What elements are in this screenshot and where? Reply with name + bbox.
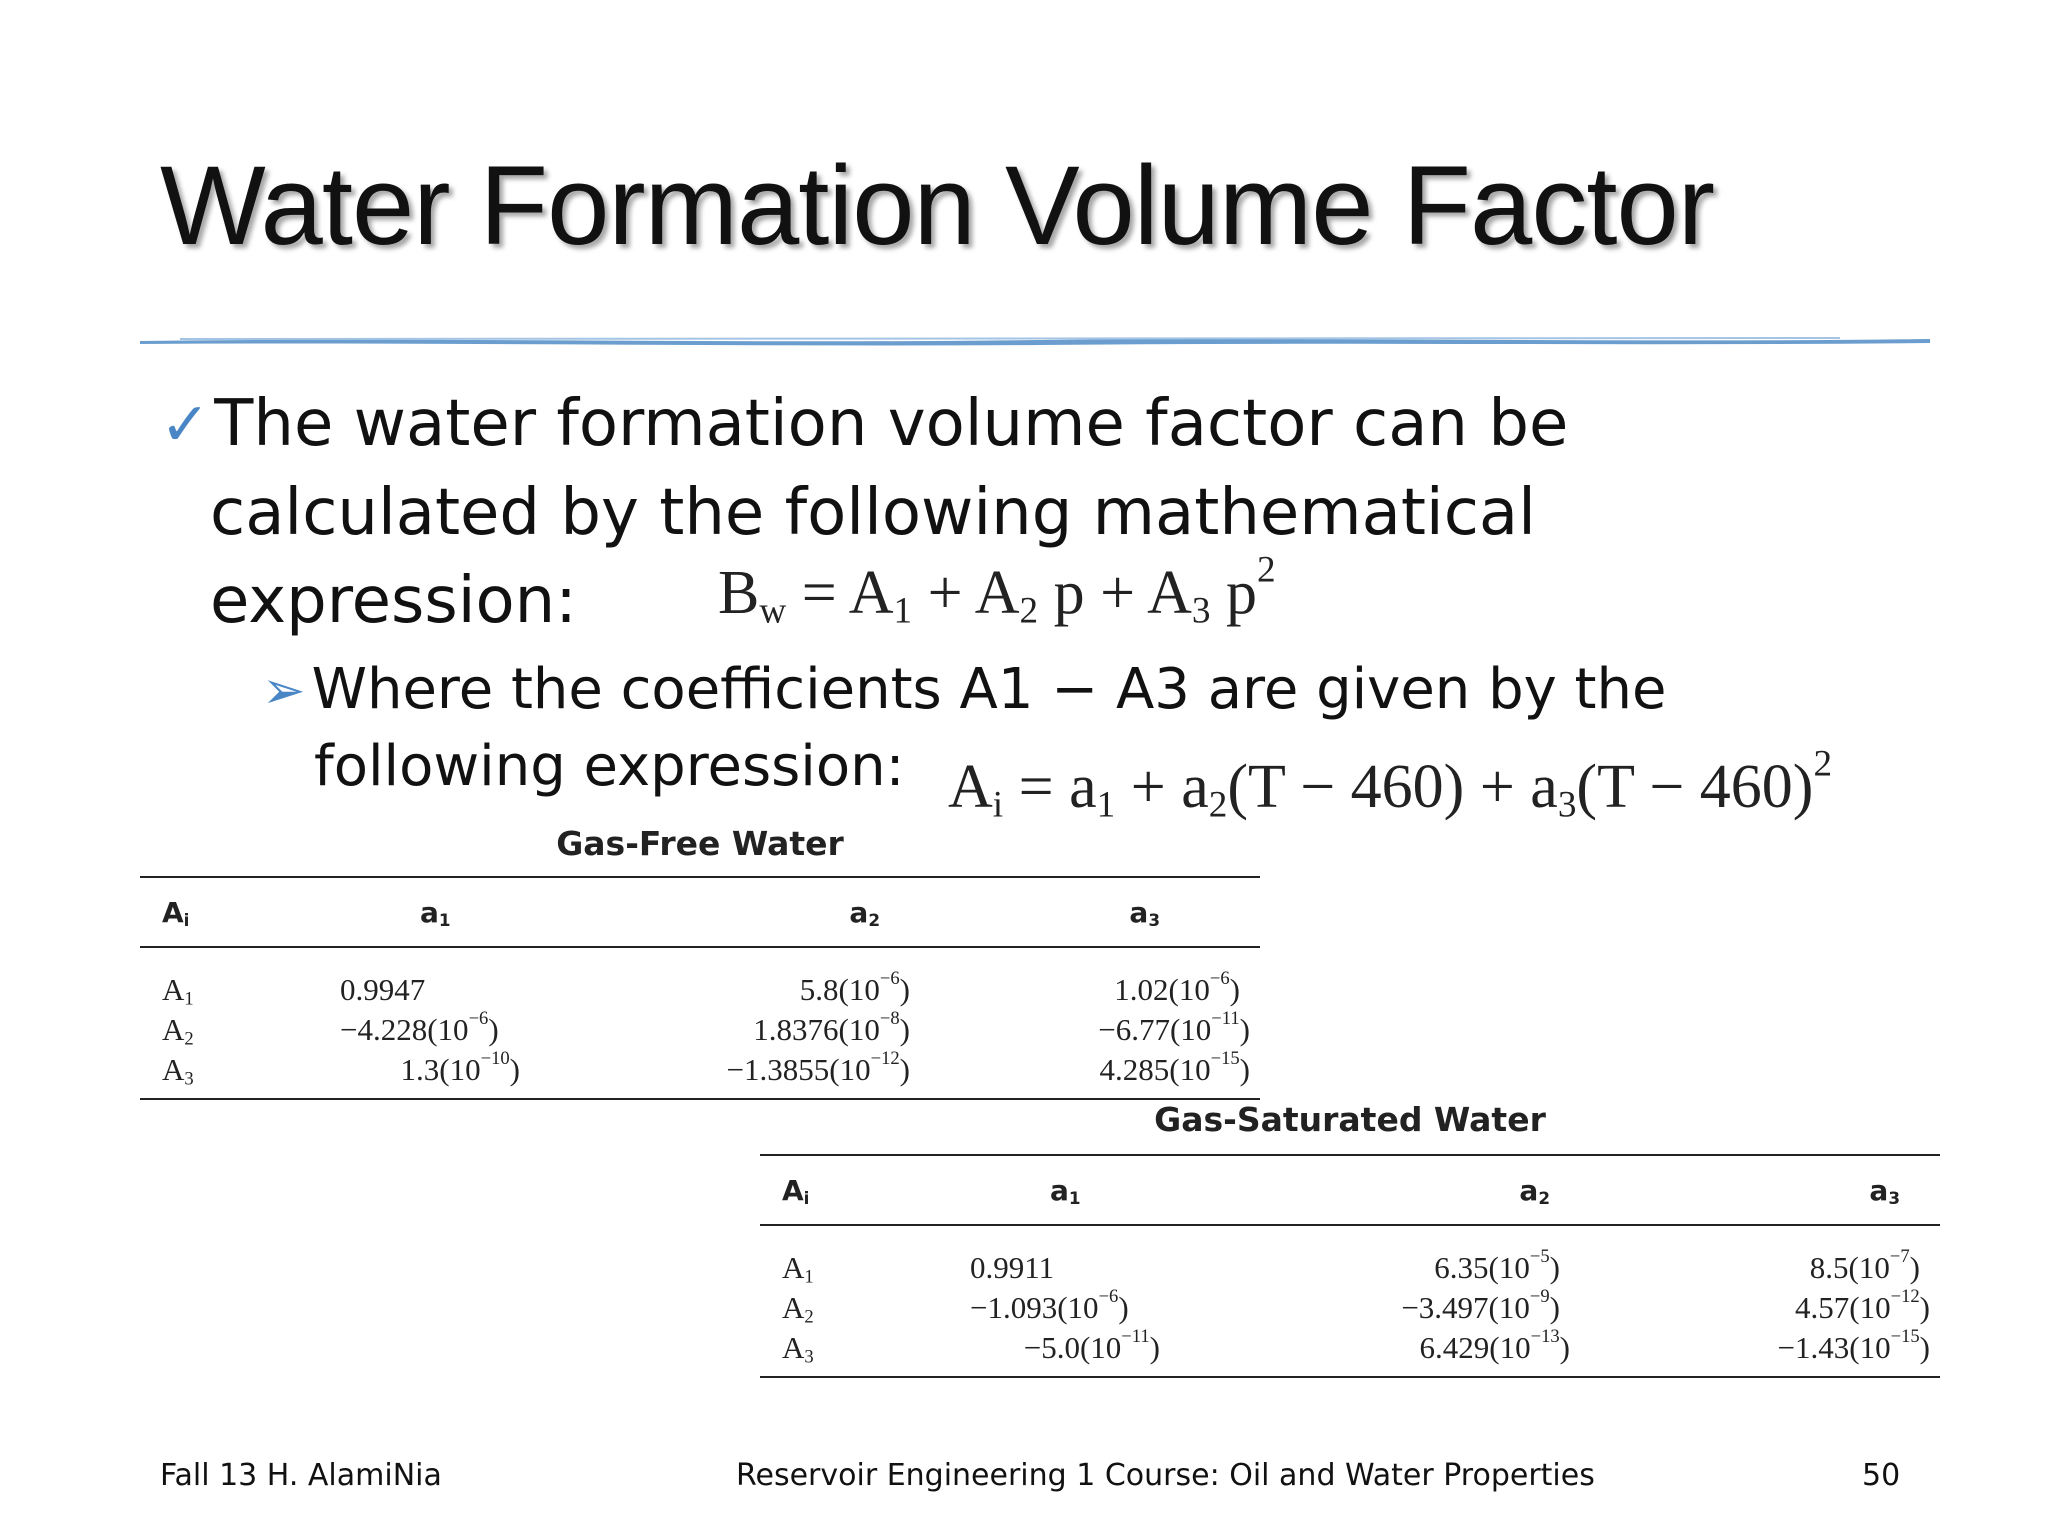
main-bullet-line-1: The water formation volume factor can be [214,387,1569,461]
gas-saturated-caption: Gas-Saturated Water [1154,1100,1546,1139]
table-header: $a_2$ [520,877,910,947]
arrow-bullet-icon: ➢ [262,661,306,721]
title-divider [140,334,1930,348]
table-header: $a_1$ [290,877,520,947]
sub-bullet-line-1: Where the coefficients A1 − A3 are given by the [311,657,1667,722]
table-header: $A_i$ [760,1155,930,1225]
table-header: $A_i$ [140,877,290,947]
table-header: $a_3$ [910,877,1260,947]
table-row: $A_2$ $-1.093(10^{-6})$ $-3.497(10^{-9})$ $4.57(10^{-12})$ [782,1286,1930,1328]
table-row: $A_3$ $-5.0(10^{-11})$ $6.429(10^{-13})$ $-1.43(10^{-15})$ [760,1328,1940,1377]
sub-bullet-line-2: following expression: [314,734,905,799]
main-bullet-line-3: expression: [210,564,577,638]
table-row: $A_3$ $1.3(10^{-10})$ $-1.3855(10^{-12})$ $4.285(10^{-15})$ [140,1050,1260,1099]
checkmark-icon: ✓ [160,390,211,460]
page-number: 50 [1862,1458,1901,1493]
table-row: $A_1$ 0.9911 $6.35(10^{-5})$ $8.5(10^{-7})$ [782,1246,1920,1288]
table-header: $a_1$ [930,1155,1210,1225]
footer-author: Fall 13 H. AlamiNia [160,1458,442,1493]
bw-equation: $B_w = A_1 + A_2$ $p + A_3$ $p^2$ [718,549,1276,632]
gas-free-table [140,876,1260,1100]
table-row: $A_2$ $-4.228(10^{-6})$ $1.8376(10^{-8})$ $-6.77(10^{-11})$ [162,1008,1250,1050]
table-header: $a_2$ [1210,1155,1590,1225]
ai-equation: $A_i = a_1 + a_2(T - 460) + a_3(T - 460)^2$ [948,743,1833,826]
slide-title: Water Formation Volume Factor [160,143,1715,268]
gas-free-caption: Gas-Free Water [556,824,844,863]
main-bullet-line-2: calculated by the following mathematical [210,476,1536,550]
table-row: $A_1$ 0.9947 $5.8(10^{-6})$ $1.02(10^{-6})$ [162,968,1240,1010]
table-header: $a_3$ [1590,1155,1940,1225]
footer-course: Reservoir Engineering 1 Course: Oil and Water Properties [736,1458,1595,1493]
gas-saturated-table [760,1154,1940,1378]
